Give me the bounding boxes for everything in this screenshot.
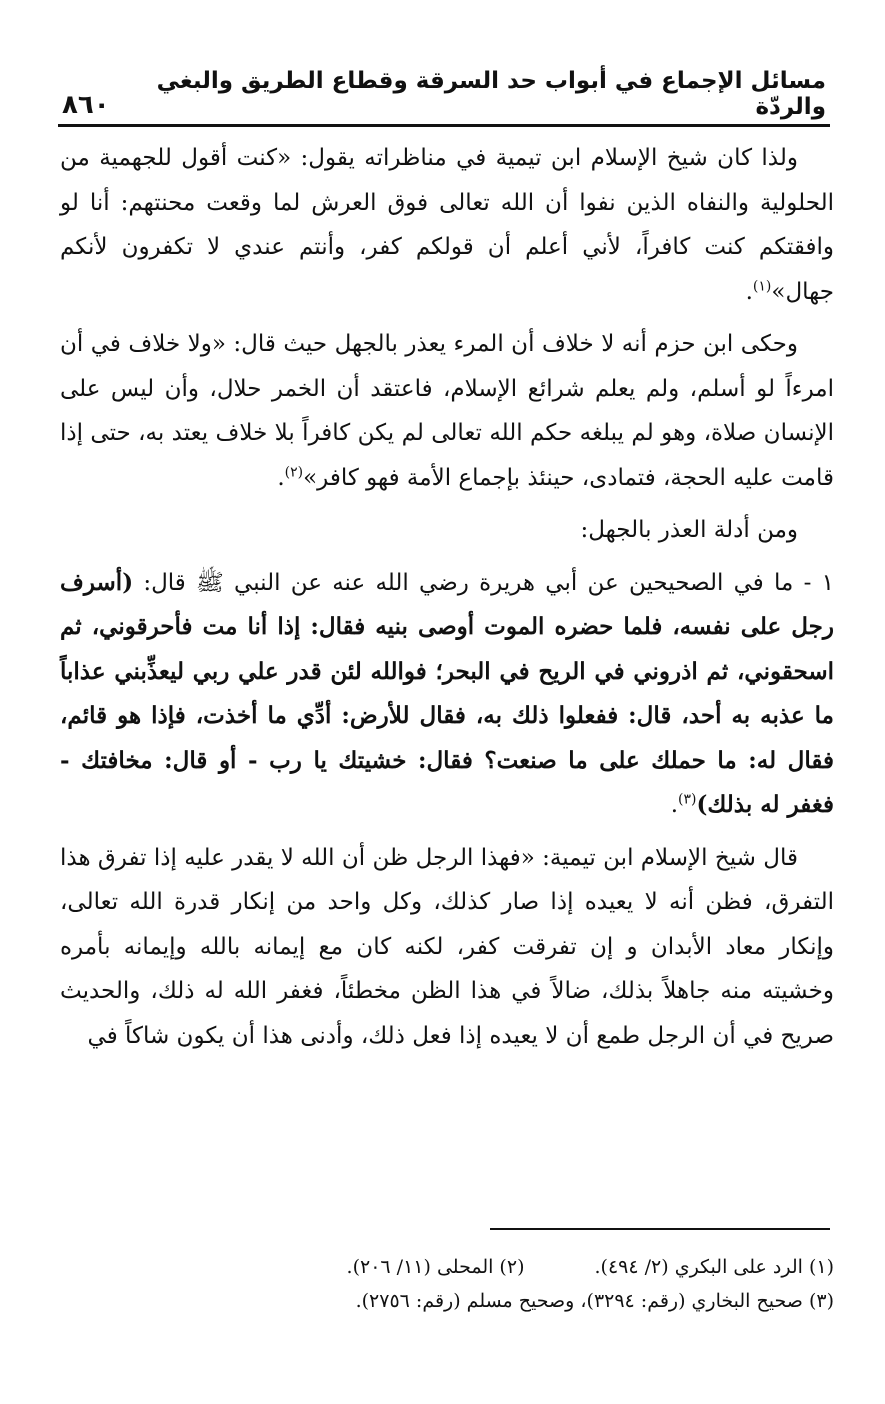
running-title: مسائل الإجماع في أبواب حد السرقة وقطاع الطريق والبغي والردّة — [156, 68, 826, 120]
footnote-2: (٢) المحلى (١١/ ٢٠٦). — [346, 1256, 525, 1278]
paragraph-evidence-heading: ومن أدلة العذر بالجهل: — [580, 517, 798, 543]
page-header — [62, 68, 826, 120]
footnote-ref-2[interactable]: (٢) — [284, 463, 304, 480]
footnote-rule — [490, 1228, 830, 1230]
paragraph-ibn-taymiyyah-comment: قال شيخ الإسلام ابن تيمية: «فهذا الرجل ظن أن الله لا يقدر عليه إذا تفرق هذا التفرق، فظن أنه لا يعيده إذا صار كذلك، وكل واحد من إنكار قدرة الله تعالى، وإنكار معاد الأبدان و إن تفرقت كفر، لكنه كان مع إيمانه بالله وإيمانه بأمره وخشيته منه جاهلاً بذلك، ضالاً في هذا الظن مخطئاً، فغفر الله له ذلك، والحديث صريح في أن الرجل طمع أن لا يعيده إذا فعل ذلك، وأدنى هذا أن يكون شاكاً في — [60, 844, 834, 1049]
hadith-text: (أسرف رجل على نفسه، فلما حضره الموت أوصى بنيه فقال: إذا أنا مت فأحرقوني، ثم اسحقوني، ثم اذروني في الريح في البحر؛ فوالله لئن قدر علي ربي ليعذِّبني عذاباً ما عذبه به أحد، قال: ففعلوا ذلك به، فقال للأرض: أدِّي ما أخذت، فإذا هو قائم، فقال له: ما حملك على ما صنعت؟ فقال: خشيتك يا رب - أو قال: مخافتك - فغفر له بذلك) — [60, 568, 834, 818]
footnote-ref-3[interactable]: (٣) — [678, 791, 697, 808]
footnote-ref-1[interactable]: (١) — [752, 277, 772, 294]
list-item-hadith: ١ - ما في الصحيحين عن أبي هريرة رضي الله عنه عن النبي ﷺ قال: (أسرف رجل على نفسه، فلما حضره الموت أوصى بنيه فقال: إذا أنا مت فأحرقوني، ثم اسحقوني، ثم اذروني في الريح في البحر؛ فوالله لئن قدر علي ربي ليعذِّبني عذاباً ما عذبه به أحد، قال: ففعلوا ذلك به، فقال للأرض: أدِّي ما أخذت، فإذا هو قائم، فقال له: ما حملك على ما صنعت؟ فقال: خشيتك يا رب - أو قال: مخافتك - فغفر له بذلك)$^{(٣)}$. — [60, 568, 834, 818]
page-body — [60, 136, 834, 1066]
footnote-3: (٣) صحيح البخاري (رقم: ٣٢٩٤)، وصحيح مسلم (رقم: ٢٧٥٦). — [355, 1290, 834, 1312]
paragraph-ibn-hazm: وحكى ابن حزم أنه لا خلاف أن المرء يعذر بالجهل حيث قال: «ولا خلاف في أن امرءاً لو أسلم، ولم يعلم شرائع الإسلام، فاعتقد أن الخمر حلال، وأن ليس على الإنسان صلاة، وهو لم يبلغه حكم الله تعالى لم يكن كافراً بلا خلاف يعتد به، حتى إذا قامت عليه الحجة، فتمادى، حينئذ بإجماع الأمة فهو كافر»$^{(٢)}$. — [60, 331, 834, 491]
footnote-1: (١) الرد على البكري (٢/ ٤٩٤). — [594, 1256, 834, 1278]
footnote-line — [60, 1284, 834, 1318]
header-rule — [58, 124, 830, 127]
footnote-line — [60, 1250, 834, 1284]
paragraph-ibn-taymiyyah-debates: ولذا كان شيخ الإسلام ابن تيمية في مناظراته يقول: «كنت أقول للجهمية من الحلولية والنفاه الذين نفوا أن الله تعالى فوق العرش لما وقعت محنتهم: أنا لو وافقتكم كنت كافراً، لأني أعلم أن قولكم كفر، وأنتم عندي لا تكفرون لأنكم جهال»$^{(١)}$. — [60, 145, 834, 305]
footnotes — [60, 1250, 834, 1318]
page-number: ٨٦٠ — [62, 90, 110, 120]
